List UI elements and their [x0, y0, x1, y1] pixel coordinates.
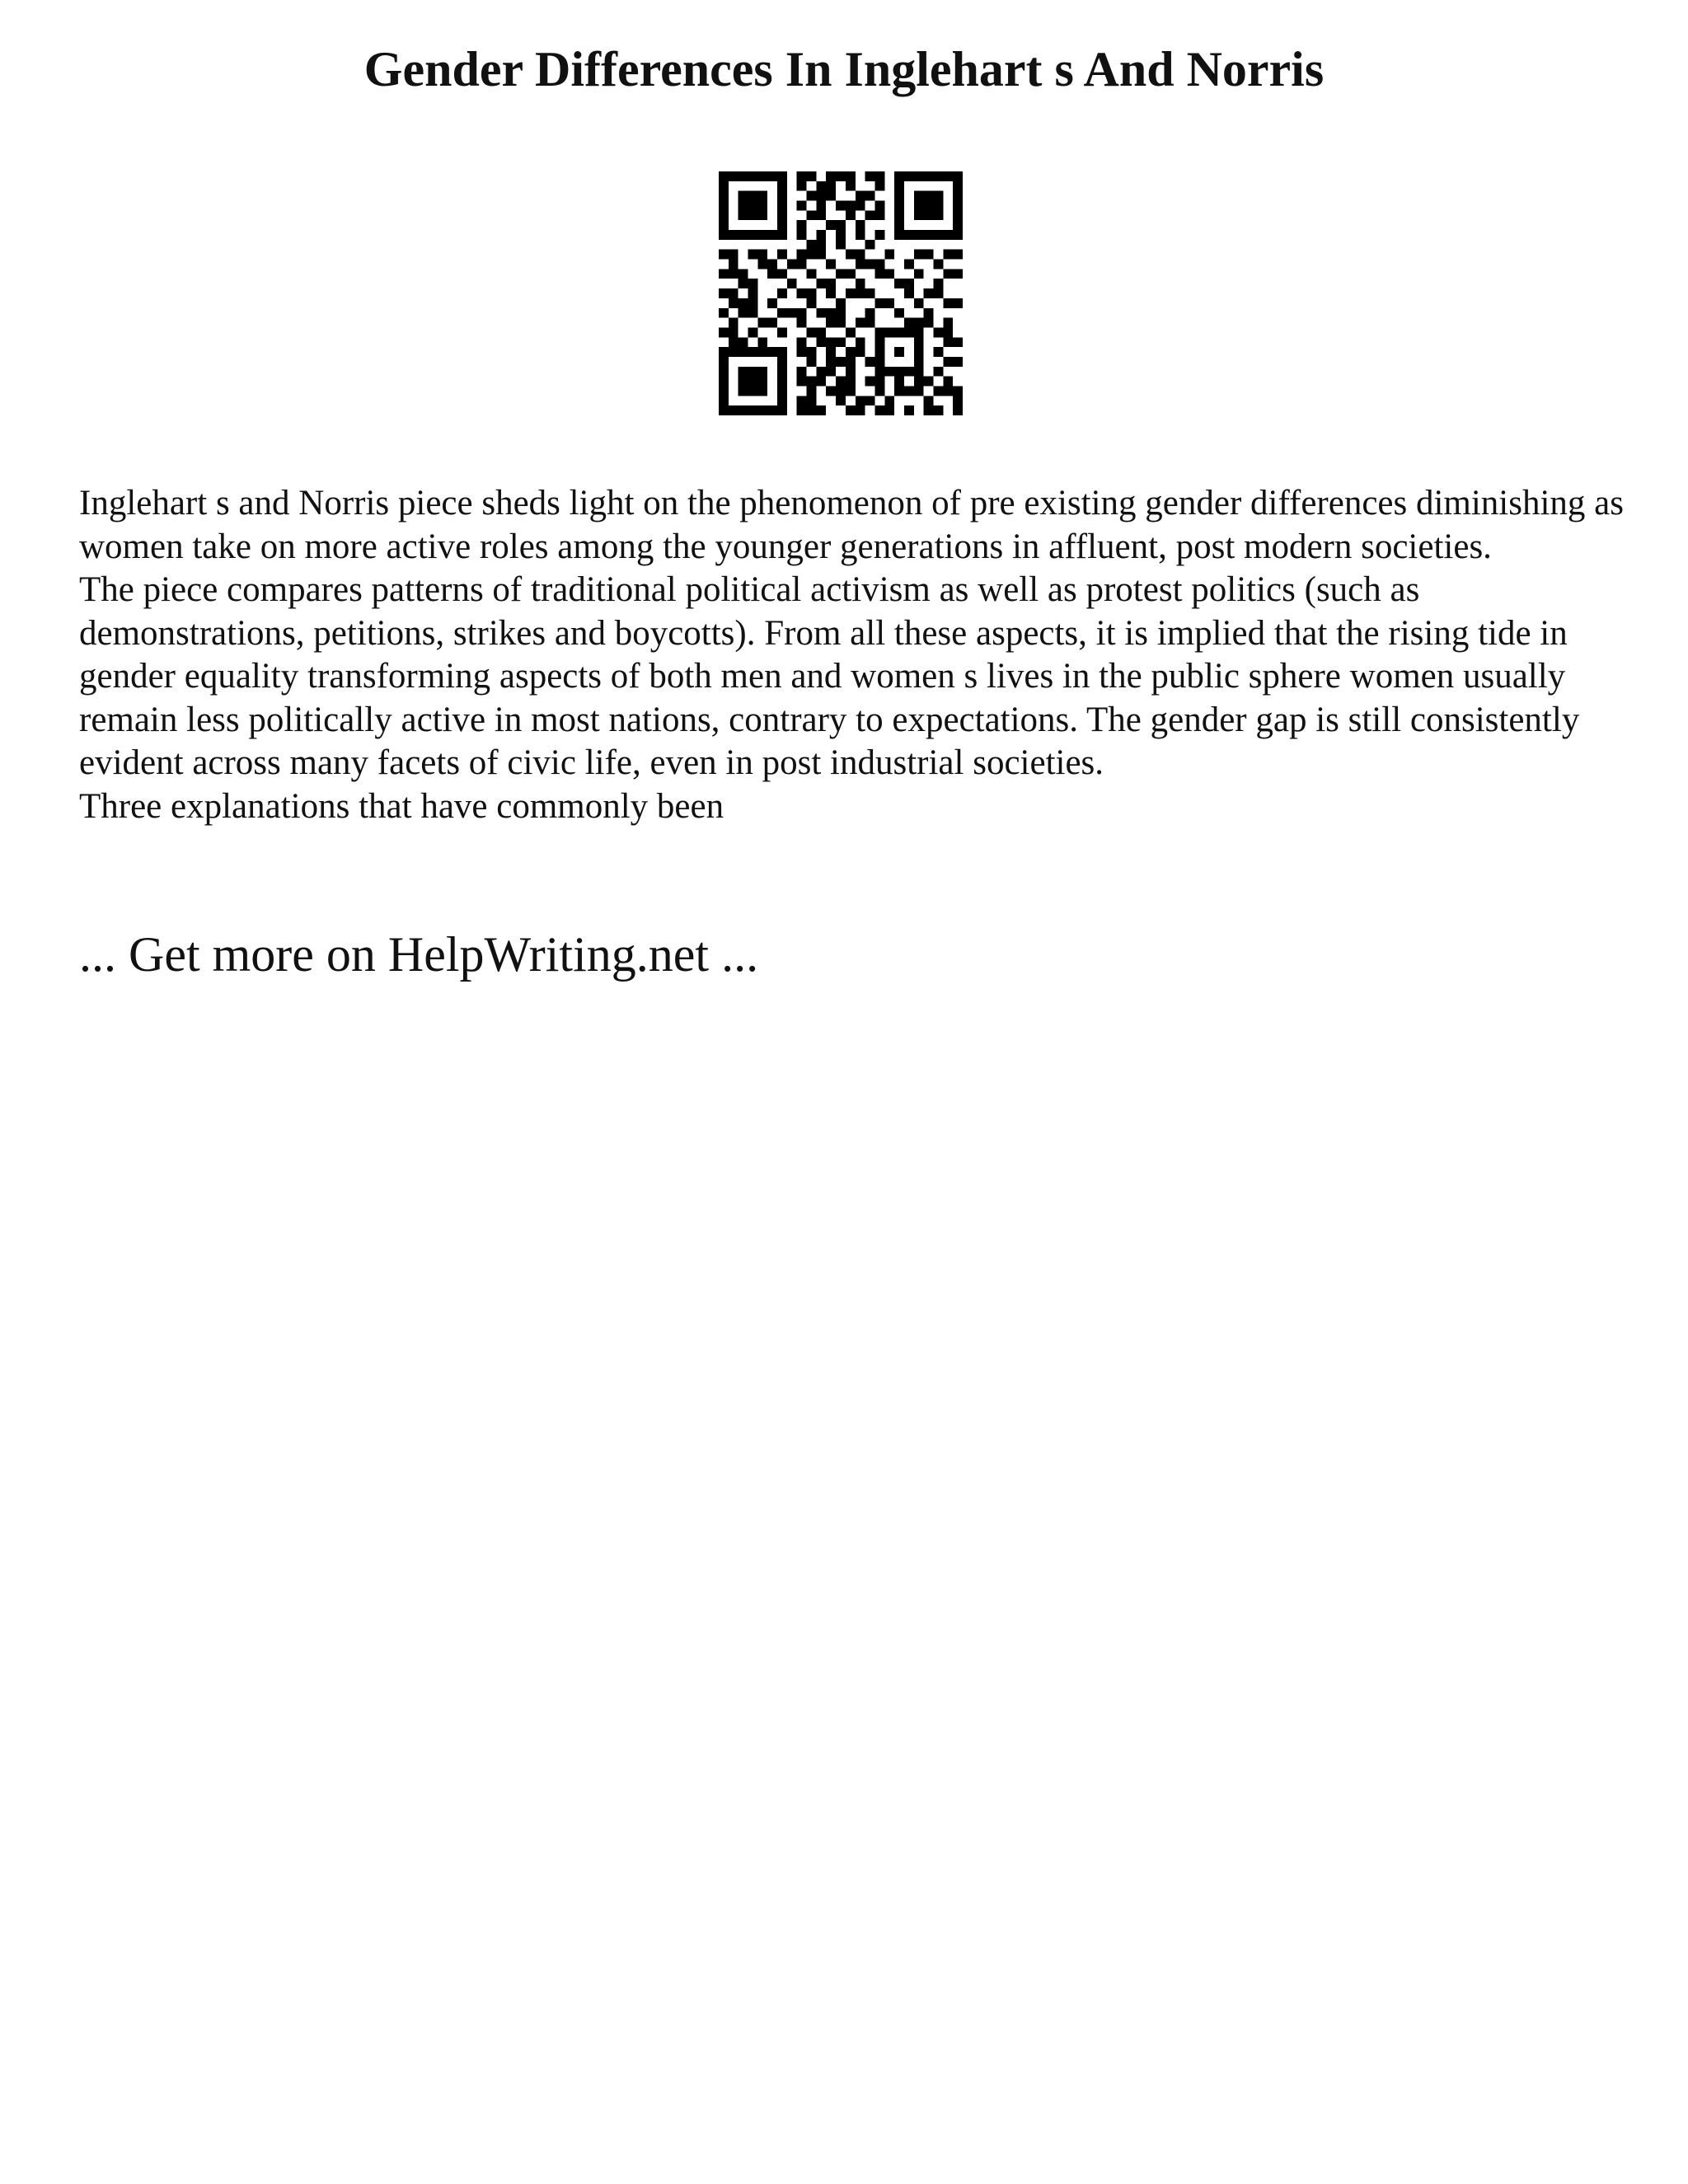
body-paragraph: The piece compares patterns of traditional political activism as well as protest politics (such as demonstrations, petitions, strikes and boycotts). From all these aspects, it is implied that the rising tide in gender equality transforming aspects of both men and women s lives in the public sphere women usually remain less politically active in most nations, contrary to expectations. The gender gap is still consistently evident across many facets of civic life, even in post industrial societies. [79, 570, 1580, 782]
body-paragraph: Three explanations that have commonly been [79, 786, 724, 826]
document-body [79, 482, 1629, 828]
document-title: Gender Differences In Inglehart s And Norris [363, 42, 1325, 96]
body-paragraph: Inglehart s and Norris piece sheds light on the phenomenon of pre existing gender differences diminishing as women take on more active roles among the younger generations in affluent, post modern societies. [79, 484, 1625, 566]
get-more-link[interactable]: ... Get more on HelpWriting.net ... [79, 927, 759, 982]
qr-code-icon [719, 171, 963, 415]
